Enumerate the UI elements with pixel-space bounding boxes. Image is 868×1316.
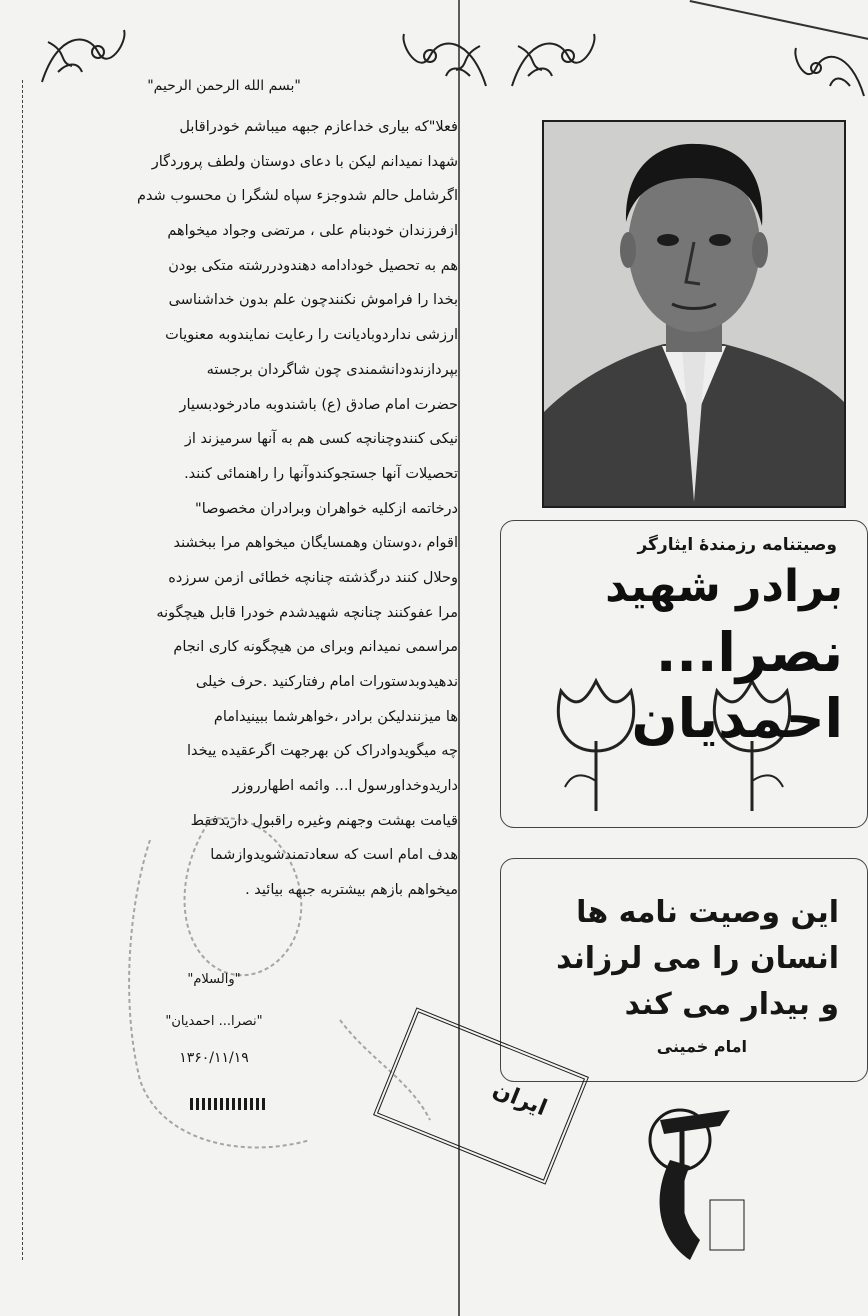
will-line: اگرشامل حالم شدوجزء سپاه لشگرا ن محسوب شدم	[136, 188, 458, 205]
quote-line-2: انسان را می لرزاند	[556, 941, 839, 976]
will-line: فعلا"که بیاری خداعازم جبهه میباشم خودراقابل	[179, 119, 458, 135]
will-line: نیکی کنندوچنانچه کسی هم به آنها سرمیزند از	[184, 431, 458, 448]
will-line: ها میزنندلیکن برادر ،خواهرشما ببینیدامام	[213, 708, 458, 725]
will-line: شهدا نمیدانم لیکن با دعای دوستان ولطف پروردگار	[151, 153, 458, 170]
will-line: بپردازندودانشمندی چون شاگردان برجسته	[206, 361, 458, 378]
will-line: اقوام ،دوستان وهمسایگان میخواهم مرا ببخشند	[173, 535, 458, 552]
will-text-column	[30, 68, 458, 908]
date: ۱۳۶۰/۱۱/۱۹	[179, 1050, 249, 1066]
title-line-1: برادر شهید	[605, 561, 843, 612]
ornament-icon	[508, 26, 600, 96]
ornament-icon	[790, 40, 868, 104]
portrait-photo	[542, 120, 846, 508]
will-line: ندهیدوبدستورات امام رفتارکنید .حرف خیلی	[195, 674, 458, 690]
title-line-3: احمدیان	[631, 687, 843, 750]
will-line: مراسمی نمیدانم وبرای من هیچگونه کاری انجام	[173, 639, 458, 656]
will-lines	[30, 110, 458, 908]
basmala: "بسم الله الرحمن الرحیم"	[147, 78, 301, 94]
will-line: درخاتمه ازکلیه خواهران وبرادران مخصوصا"	[195, 500, 458, 517]
stamp-text: ایران	[489, 1077, 551, 1122]
emblem-icon	[620, 1100, 750, 1280]
title-line-2: نصرا...	[655, 621, 843, 684]
will-line: هدف امام است که سعادتمندشویدوازشما	[210, 847, 458, 864]
will-line: حضرت امام صادق (ع) باشندوبه مادرخودبسیار	[179, 396, 458, 413]
will-line: میخواهم بازهم بیشتربه جبهه بیائید .	[245, 882, 458, 899]
will-line: وحلال کنند درگذشته چنانچه خطائی ازمن سرزده	[168, 569, 458, 586]
will-line: تحصیلات آنها جستجوکندوآنها را راهنمائی کنند.	[184, 465, 458, 482]
will-line: داریدوخداورسول ا... وائمه اطهارروزر	[232, 778, 458, 795]
will-line: چه میگویدوادراک کن بهرجهت اگرعقیده ییخدا	[186, 743, 458, 760]
quote-line-3: و بیدار می کند	[624, 987, 839, 1022]
quote-line-1: این وصیت نامه ها	[576, 895, 839, 930]
closing-line: "والسلام"	[187, 972, 241, 987]
decorative-pattern	[190, 1098, 268, 1110]
will-line: قیامت بهشت وجهنم وغیره راقبول داریدفقط	[190, 812, 458, 829]
will-line: ارزشی نداردوبادیانت را رعایت نمایندوبه معنویات	[165, 327, 458, 344]
title-panel	[500, 520, 868, 828]
will-line: هم به تحصیل خودادامه دهندودررشته متکی بودن	[168, 257, 458, 274]
will-line: ازفرزندان خودبنام علی ، مرتضی وجواد میخواهم	[167, 223, 458, 240]
signature: "نصرا... احمدیان"	[165, 1014, 263, 1029]
corner-line	[690, 0, 868, 41]
will-line: مرا عفوکنند چنانچه شهیدشدم خودرا قابل هیچگونه	[156, 604, 458, 621]
quote-author: امام خمینی	[656, 1037, 747, 1056]
left-margin-rule	[22, 80, 24, 1260]
will-line: بخدا را فراموش نکنندچون علم بدون خداشناسی	[168, 292, 458, 309]
portrait-illustration	[544, 122, 844, 506]
subtitle: وصیتنامه رزمندهٔ ایثارگر	[637, 535, 837, 555]
quote-panel	[500, 858, 868, 1082]
